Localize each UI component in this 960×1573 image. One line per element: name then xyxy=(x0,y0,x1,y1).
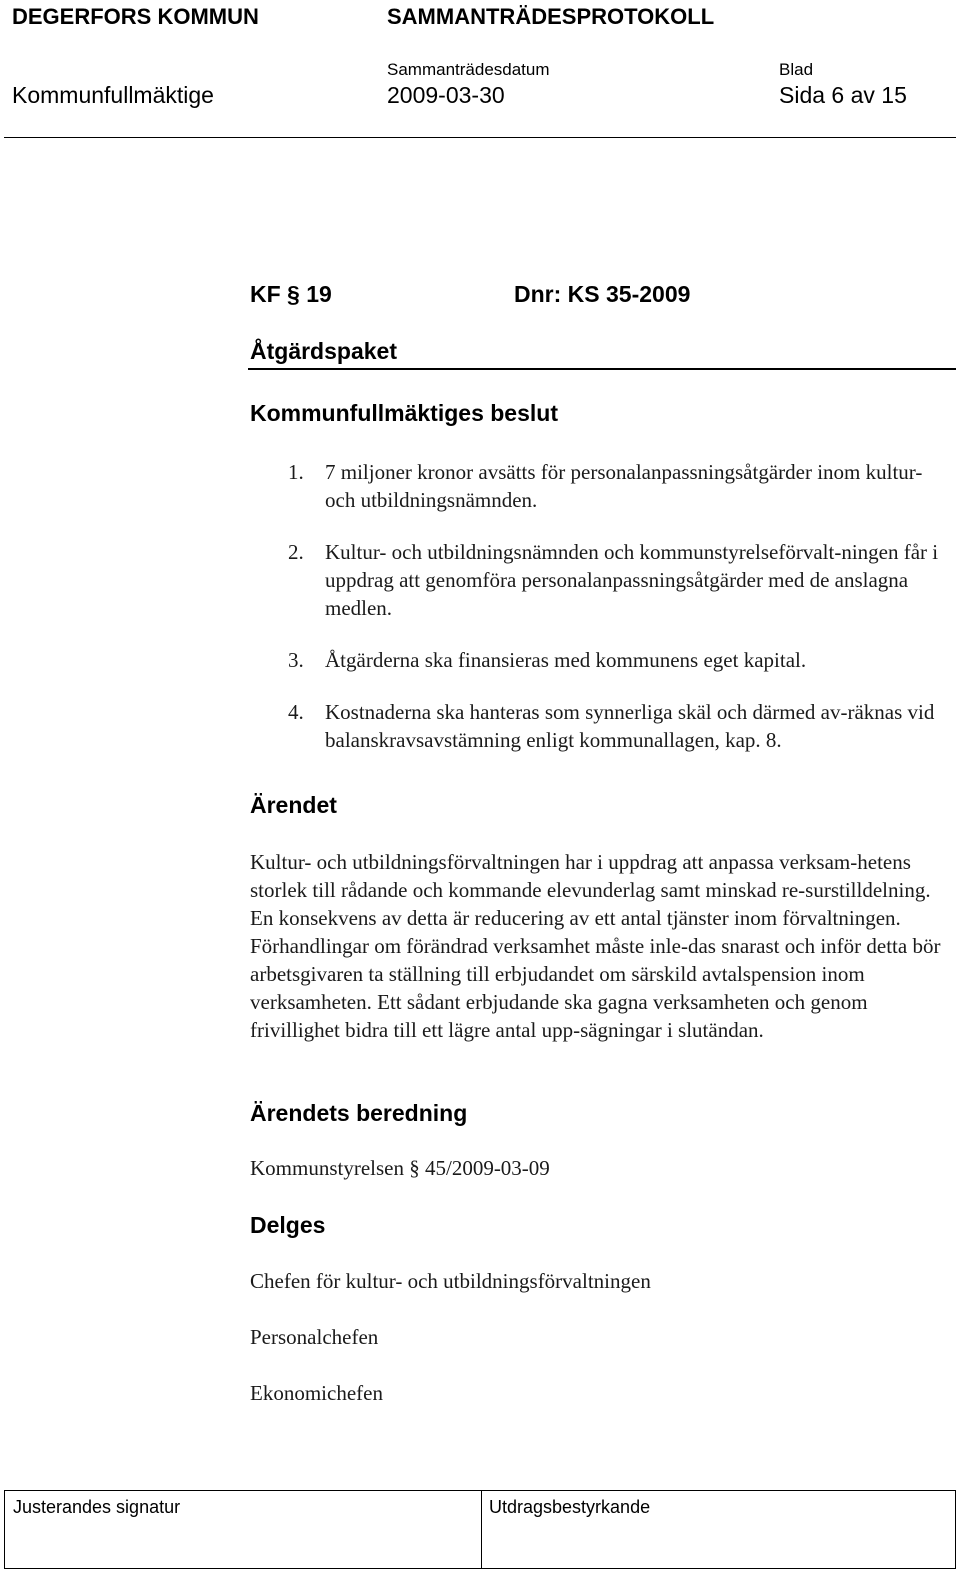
decision-item-number: 4. xyxy=(288,700,304,724)
distribution-heading: Delges xyxy=(250,1212,326,1238)
decision-item-number: 1. xyxy=(288,460,304,484)
adjuster-signature-label: Justerandes signatur xyxy=(13,1497,181,1517)
matter-heading: Ärendet xyxy=(250,792,337,818)
matter-text: Kultur- och utbildningsförvaltningen har i uppdrag att anpassa verksam-hetens storlek till rådande och kommande elevunderlag samt minskad re-surstilldelning. En konsekvens av detta är reducering av ett antal tjänster inom förvaltningen. Förhandlingar om förändrad verksamhet måste inle-das snarast och inför detta bör arbetsgivaren ta ställning till erbjudandet om särskild avtalspension inom verksamheten. Ett sådant erbjudande ska gagna verksamheten och genom frivillighet bidra till ett lägre antal upp-sägningar i slutändan. xyxy=(250,850,941,1042)
meeting-date: 2009-03-30 xyxy=(387,82,505,108)
decision-item-text: Åtgärderna ska finansieras med kommunens eget kapital. xyxy=(325,648,807,672)
decision-item xyxy=(250,538,950,622)
signature-box-divider xyxy=(481,1491,482,1568)
preparation-reference: Kommunstyrelsen § 45/2009-03-09 xyxy=(250,1156,550,1180)
header-divider xyxy=(4,137,956,138)
title-underline xyxy=(248,368,956,370)
item-title: Åtgärdspaket xyxy=(250,338,397,364)
decision-list xyxy=(250,458,950,778)
page-label: Blad xyxy=(779,60,814,79)
page-number: Sida 6 av 15 xyxy=(779,82,907,108)
decision-item xyxy=(250,646,950,674)
decision-item-text: Kostnaderna ska hanteras som synnerliga skäl och därmed av-räknas vid balanskravsavstämning enligt kommunallagen, kap. 8. xyxy=(325,700,935,752)
recipient: Chefen för kultur- och utbildningsförvaltningen xyxy=(250,1269,651,1293)
diary-number: Dnr: KS 35-2009 xyxy=(514,281,691,307)
meeting-body: Kommunfullmäktige xyxy=(12,82,214,108)
decision-item xyxy=(250,698,950,754)
extract-certification-label: Utdragsbestyrkande xyxy=(489,1497,651,1517)
decision-item-number: 2. xyxy=(288,540,304,564)
decision-item-text: Kultur- och utbildningsnämnden och kommunstyrelseförvalt-ningen får i uppdrag att genomföra personalanpassningsåtgärder med de anslagna medlen. xyxy=(325,540,939,620)
decision-heading: Kommunfullmäktiges beslut xyxy=(250,400,558,426)
recipient: Ekonomichefen xyxy=(250,1381,383,1405)
decision-item xyxy=(250,458,950,514)
paragraph-number: KF § 19 xyxy=(250,281,332,307)
date-label: Sammanträdesdatum xyxy=(387,60,550,79)
recipient: Personalchefen xyxy=(250,1325,379,1349)
signature-box xyxy=(4,1490,956,1569)
decision-item-number: 3. xyxy=(288,648,304,672)
decision-item-text: 7 miljoner kronor avsätts för personalanpassningsåtgärder inom kultur- och utbildningsnämnden. xyxy=(325,460,923,512)
preparation-heading: Ärendets beredning xyxy=(250,1100,468,1126)
organization-name: DEGERFORS KOMMUN xyxy=(12,4,259,29)
document-type: SAMMANTRÄDESPROTOKOLL xyxy=(387,4,715,29)
